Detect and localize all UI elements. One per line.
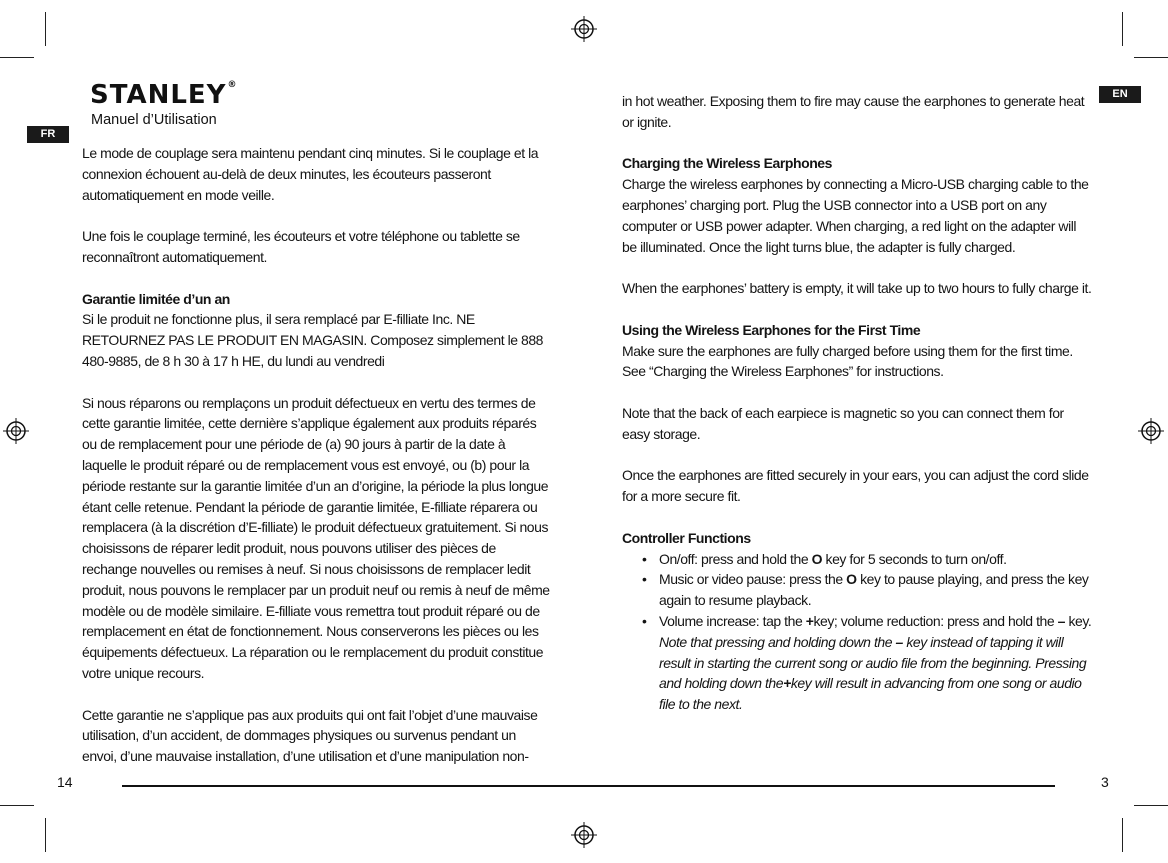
registration-mark-icon	[571, 822, 597, 848]
power-key-icon: O	[846, 571, 857, 588]
language-tab-fr: FR	[27, 126, 69, 143]
paragraph: Une fois le couplage terminé, les écouteurs et votre téléphone ou tablette se reconnaîtront automatiquement.	[82, 228, 520, 265]
plus-key-icon: +	[805, 612, 814, 629]
plus-key-icon: +	[783, 675, 791, 692]
crop-mark	[1122, 818, 1123, 852]
section-heading: Controller Functions	[622, 529, 751, 546]
crop-mark	[1122, 12, 1123, 46]
crop-mark	[1134, 57, 1168, 58]
stanley-logo	[90, 80, 237, 110]
bullet: •	[642, 612, 647, 629]
paragraph: Si nous réparons ou remplaçons un produit défectueux en vertu des termes de cette garantie limitée, cette dernière s’applique également aux produits réparés ou de remplacement pour une période de (a) 90 jours à partir de la date à laquelle le produit réparé ou de remplacement vous est envoyé, ou (b) pour la période restante sur la garantie limitée d’un an d’origine, la période la plus longue étant celle retenue. Pendant la période de garantie limitée, E-filliate réparera ou remplacera (à la discrétion d’E-filliate) le produit défectueux gratuitement. Si nous choisissons de réparer ledit produit, nous pouvons utiliser des pièces de rechange nouvelles ou remises à neuf. Si nous choisissons de remplacer ledit produit, nous pouvons le remplacer par un produit neuf ou remis à neuf de même modèle ou de modèle similaire. E-filliate vous remettra tout produit réparé ou de remplacement en état de fonctionnement. Nous conserverons les pièces ou les équipements défectueux. La réparation ou le remplacement du produit constitue votre unique recours.	[82, 394, 550, 681]
section-heading: Using the Wireless Earphones for the First Time	[622, 321, 921, 338]
right-text-column	[622, 91, 1092, 715]
footer-rule	[122, 785, 1055, 787]
paragraph: When the earphones’ battery is empty, it will take up to two hours to fully charge it.	[622, 280, 1092, 297]
power-key-icon: O	[811, 550, 823, 567]
registration-mark-icon	[3, 418, 29, 444]
page-number-left: 14	[57, 774, 73, 790]
paragraph: Le mode de couplage sera maintenu pendant cinq minutes. Si le couplage et la connexion échouent au-delà de deux minutes, les écouteurs passeront automatiquement en mode veille.	[82, 145, 539, 203]
paragraph: Cette garantie ne s’applique pas aux produits qui ont fait l’objet d’une mauvaise utilisation, d’un accident, de dommages physiques ou survenus pendant un envoi, d’une mauvaise installation, d’une utilisation et d’une manipulation non-	[82, 706, 538, 765]
paragraph: Make sure the earphones are fully charged before using them for the first time. See “Charging the Wireless Earphones” for instructions.	[622, 342, 1073, 380]
crop-mark	[45, 818, 46, 852]
minus-key-icon: –	[895, 633, 903, 650]
registration-mark-icon	[571, 16, 597, 42]
bullet: •	[642, 571, 647, 588]
crop-mark	[45, 12, 46, 46]
paragraph: Note that the back of each earpiece is magnetic so you can connect them for easy storage.	[622, 404, 1064, 442]
paragraph: Once the earphones are fitted securely in your ears, you can adjust the cord slide for a more secure fit.	[622, 467, 1089, 505]
controller-functions-list	[622, 549, 1092, 715]
registered-mark: ®	[227, 80, 238, 90]
list-item: • Music or video pause: press the O key to pause playing, and press the key again to resume playback.	[642, 571, 1089, 609]
note-text: Note that pressing and holding down the – key instead of tapping it will result in starting the current song or audio file from the beginning. Pressing and holding down the+key will result in advancing from one song or audio file to the next.	[659, 633, 1087, 713]
registration-mark-icon	[1138, 418, 1164, 444]
list-item: • Volume increase: tap the +key; volume reduction: press and hold the – key. Note that pressing and holding down the – key instead of tapping it will result in starting the current song or audio file from the beginning. Pressing and holding down the+key will result in advancing from one song or audio file to the next.	[642, 612, 1092, 713]
paragraph: in hot weather. Exposing them to fire may cause the earphones to generate heat or ignite.	[622, 93, 1085, 130]
paragraph: Si le produit ne fonctionne plus, il sera remplacé par E-filliate Inc. NE RETOURNEZ PAS LE PRODUIT EN MAGASIN. Composez simplement le 888 480-9885, de 8 h 30 à 17 h HE, du lundi au vendredi	[82, 311, 544, 369]
crop-mark	[1134, 805, 1168, 806]
language-tab-en: EN	[1099, 86, 1141, 103]
list-item: • On/off: press and hold the O key for 5 seconds to turn on/off.	[622, 549, 1092, 570]
page-number-right: 3	[1101, 774, 1109, 790]
crop-mark	[0, 805, 34, 806]
minus-key-icon: –	[1057, 612, 1065, 629]
manual-title: Manuel d’Utilisation	[91, 112, 217, 128]
left-text-column	[82, 143, 550, 788]
section-heading: Charging the Wireless Earphones	[622, 155, 832, 172]
section-heading: Garantie limitée d’un an	[82, 290, 230, 307]
brand-name: STANLEY	[90, 80, 227, 110]
crop-mark	[0, 57, 34, 58]
paragraph: Charge the wireless earphones by connecting a Micro-USB charging cable to the earphones’ charging port. Plug the USB connector into a USB port on any computer or USB power adapter. When charging, a red light on the adapter will be illuminated. Once the light turns blue, the adapter is fully charged.	[622, 176, 1089, 255]
bullet: •	[642, 550, 647, 567]
